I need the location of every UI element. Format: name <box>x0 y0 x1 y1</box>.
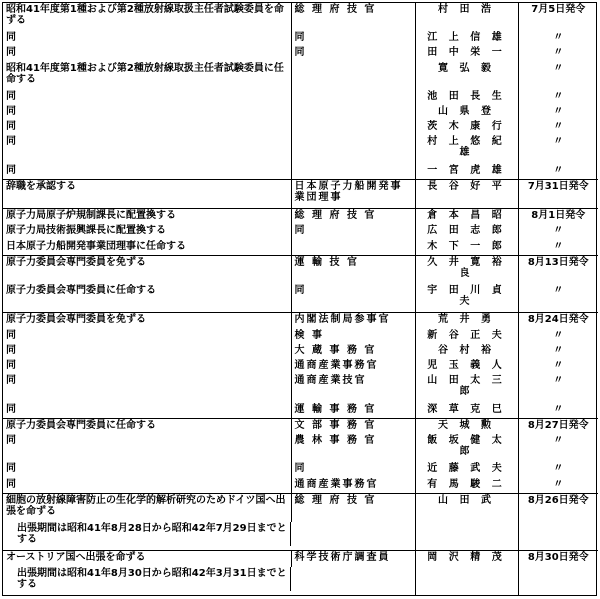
office-cell: 検 事 <box>291 329 415 344</box>
table-row <box>3 164 598 180</box>
office-cell <box>291 522 415 551</box>
name-cell: 近 藤 武 夫 <box>415 462 518 477</box>
action-cell: 同 <box>3 434 291 462</box>
table-row <box>3 90 598 105</box>
name-cell: 深 草 克 巳 <box>415 403 518 419</box>
action-cell: オーストリア国へ出張を命ずる <box>3 551 291 567</box>
action-cell: 出張期間は昭和41年8月28日から昭和42年7月29日までとする <box>3 522 291 546</box>
table-row <box>3 224 598 239</box>
action-cell: 同 <box>3 90 291 105</box>
office-cell: 科学技術庁調査員 <box>291 551 415 567</box>
action-cell: 同 <box>3 403 291 419</box>
action-cell: 出張期間は昭和41年8月30日から昭和42年3月31日までとする <box>3 567 291 591</box>
table-row <box>3 462 598 477</box>
action-cell: 同 <box>3 135 291 163</box>
office-cell: 運 輸 技 官 <box>291 256 415 285</box>
office-cell <box>291 62 415 90</box>
office-cell: 同 <box>291 31 415 46</box>
name-cell: 寛 弘 毅 <box>415 62 518 90</box>
table-row <box>3 374 598 402</box>
table-row <box>3 135 598 163</box>
action-cell: 昭和41年度第1種および第2種放射線取扱主任者試験委員に任命する <box>3 62 291 90</box>
table-row <box>3 3 598 31</box>
action-cell: 細胞の放射線障害防止の生化学的解析研究のためドイツ国へ出張を命ずる <box>3 493 291 522</box>
name-cell: 村 上 悠 紀 雄 <box>415 135 518 163</box>
office-cell: 文 部 事 務 官 <box>291 418 415 434</box>
name-cell: 久 井 寛 裕 良 <box>415 256 518 285</box>
date-cell: 〃 <box>553 47 564 59</box>
date-cell: 〃 <box>553 121 564 133</box>
action-cell: 原子力委員会専門委員を免ずる <box>3 313 291 329</box>
table-row <box>3 329 598 344</box>
date-cell: 〃 <box>553 375 564 387</box>
table-row <box>3 240 598 256</box>
name-cell: 倉 本 昌 昭 <box>415 209 518 225</box>
date-cell: 8月13日発令 <box>518 256 598 285</box>
action-cell: 同 <box>3 344 291 359</box>
name-cell: 一 宮 虎 雄 <box>415 164 518 180</box>
date-cell: 〃 <box>553 32 564 44</box>
action-cell: 同 <box>3 105 291 120</box>
office-cell: 同 <box>291 224 415 239</box>
office-cell: 日本原子力船開発事業団理事 <box>291 179 415 208</box>
date-cell: 〃 <box>553 90 564 102</box>
date-cell: 8月26日発令 <box>518 493 598 522</box>
date-cell <box>518 522 598 551</box>
action-cell: 日本原子力船開発事業団理事に任命する <box>3 240 291 256</box>
date-cell: 〃 <box>553 62 564 74</box>
date-cell: 〃 <box>553 463 564 475</box>
table-row <box>3 31 598 46</box>
name-cell: 有 馬 駿 二 <box>415 478 518 494</box>
action-cell: 原子力委員会専門委員に任命する <box>3 418 291 434</box>
date-cell: 〃 <box>553 478 564 490</box>
date-cell: 7月5日発令 <box>531 4 586 15</box>
table-row <box>3 120 598 135</box>
office-cell: 総 理 府 技 官 <box>291 493 415 522</box>
date-cell: 8月24日発令 <box>518 313 598 329</box>
office-cell <box>291 240 415 256</box>
office-cell: 総 理 府 技 官 <box>291 209 415 225</box>
table-row <box>3 434 598 462</box>
office-cell: 総 理 府 技 官 <box>291 3 415 31</box>
table-row <box>3 46 598 61</box>
action-cell: 原子力局技術振興課長に配置換する <box>3 224 291 239</box>
action-cell: 昭和41年度第1種および第2種放射線取扱主任者試験委員を命ずる <box>3 3 291 31</box>
office-cell: 運 輸 事 務 官 <box>291 403 415 419</box>
name-cell: 谷 村 裕 <box>415 344 518 359</box>
name-cell: 児 玉 義 人 <box>415 359 518 374</box>
action-cell: 原子力局原子炉規制課長に配置換する <box>3 209 291 225</box>
name-cell: 荒 井 勇 <box>415 313 518 329</box>
date-cell: 〃 <box>553 360 564 372</box>
table-row <box>3 313 598 329</box>
office-cell <box>291 567 415 595</box>
table-row <box>3 344 598 359</box>
action-cell: 同 <box>3 46 291 61</box>
name-cell: 岡 沢 精 茂 <box>415 551 518 567</box>
name-cell: 江 上 信 雄 <box>415 31 518 46</box>
table-row <box>3 403 598 419</box>
name-cell: 山 田 太 三 郎 <box>415 374 518 402</box>
appointments-table <box>3 3 598 595</box>
office-cell: 通商産業事務官 <box>291 359 415 374</box>
action-cell: 同 <box>3 374 291 402</box>
office-cell: 農 林 事 務 官 <box>291 434 415 462</box>
date-cell: 8月30日発令 <box>518 551 598 567</box>
table-row <box>3 284 598 313</box>
table-row <box>3 567 598 595</box>
office-cell <box>291 164 415 180</box>
name-cell: 田 中 栄 一 <box>415 46 518 61</box>
office-cell <box>291 120 415 135</box>
table-row <box>3 105 598 120</box>
action-cell: 同 <box>3 164 291 180</box>
date-cell: 〃 <box>553 164 564 176</box>
name-cell: 村 田 浩 <box>415 3 518 31</box>
action-cell: 原子力委員会専門委員を免ずる <box>3 256 291 285</box>
action-cell: 同 <box>3 329 291 344</box>
name-cell: 茨 木 康 行 <box>415 120 518 135</box>
date-cell: 〃 <box>553 136 564 148</box>
table-row <box>3 256 598 285</box>
table-row <box>3 209 598 225</box>
date-cell: 〃 <box>553 105 564 117</box>
table-body <box>3 3 598 595</box>
date-cell: 〃 <box>553 435 564 447</box>
table-row <box>3 551 598 567</box>
name-cell: 宇 田 川 貞 夫 <box>415 284 518 313</box>
action-cell: 同 <box>3 120 291 135</box>
office-cell: 大 蔵 事 務 官 <box>291 344 415 359</box>
action-cell: 同 <box>3 31 291 46</box>
date-cell: 〃 <box>553 225 564 237</box>
office-cell <box>291 90 415 105</box>
name-cell: 天 城 勲 <box>415 418 518 434</box>
name-cell: 飯 坂 健 太 郎 <box>415 434 518 462</box>
name-cell: 木 下 一 郎 <box>415 240 518 256</box>
date-cell <box>518 567 598 595</box>
name-cell: 山 県 登 <box>415 105 518 120</box>
name-cell <box>415 567 518 595</box>
action-cell: 原子力委員会専門委員に任命する <box>3 284 291 313</box>
name-cell: 池 田 長 生 <box>415 90 518 105</box>
office-cell: 通商産業技官 <box>291 374 415 402</box>
date-cell: 8月1日発令 <box>518 209 598 225</box>
table-row <box>3 493 598 522</box>
action-cell: 辞職を承認する <box>3 179 291 208</box>
name-cell: 山 田 武 <box>415 493 518 522</box>
date-cell: 〃 <box>553 240 564 252</box>
table-row <box>3 522 598 551</box>
table-row <box>3 179 598 208</box>
name-cell: 新 谷 正 夫 <box>415 329 518 344</box>
office-cell <box>291 135 415 163</box>
office-cell: 通商産業事務官 <box>291 478 415 494</box>
name-cell <box>415 522 518 551</box>
date-cell: 〃 <box>553 345 564 356</box>
date-cell: 〃 <box>553 329 564 341</box>
table-row <box>3 418 598 434</box>
office-cell <box>291 105 415 120</box>
name-cell: 長 谷 好 平 <box>415 179 518 208</box>
table-row <box>3 478 598 494</box>
office-cell: 同 <box>291 462 415 477</box>
name-cell: 広 田 志 郎 <box>415 224 518 239</box>
date-cell: 7月31日発令 <box>518 179 598 208</box>
table-row <box>3 359 598 374</box>
date-cell: 〃 <box>553 403 564 415</box>
personnel-table <box>2 2 597 596</box>
action-cell: 同 <box>3 478 291 494</box>
table-row <box>3 62 598 90</box>
action-cell: 同 <box>3 359 291 374</box>
office-cell: 同 <box>291 284 415 313</box>
date-cell: 8月27日発令 <box>518 418 598 434</box>
office-cell: 同 <box>291 46 415 61</box>
date-cell: 〃 <box>553 285 564 297</box>
office-cell: 内閣法制局参事官 <box>291 313 415 329</box>
action-cell: 同 <box>3 462 291 477</box>
